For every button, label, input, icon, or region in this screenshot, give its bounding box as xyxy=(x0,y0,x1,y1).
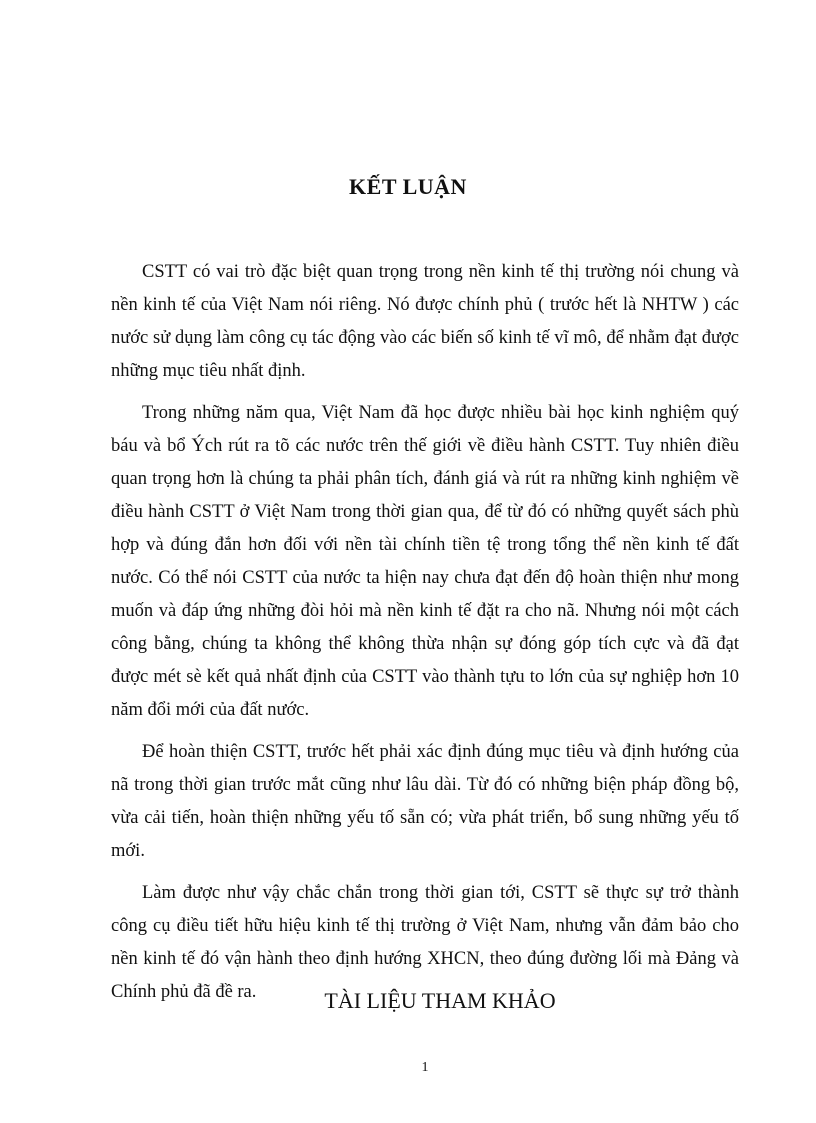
paragraph-4: Làm được như vậy chắc chắn trong thời gian tới, CSTT sẽ thực sự trở thành công cụ điều tiết hữu hiệu kinh tế thị trường ở Việt Nam, nhưng vẫn đảm bảo cho nền kinh tế đó vận hành theo định hướng XHCN, theo đúng đường lối mà Đảng và Chính phủ đã đề ra. xyxy=(111,883,739,1002)
paragraph-2: Trong những năm qua, Việt Nam đã học được nhiều bài học kinh nghiệm quý báu và bổ Ých rút ra tõ các nước trên thế giới về điều hành CSTT. Tuy nhiên điều quan trọng hơn là chúng ta phải phân tích, đánh giá và rút ra những kinh nghiệm về điều hành CSTT ở Việt Nam trong thời gian qua, để từ đó có những quyết sách phù hợp và đúng đắn hơn đối với nền tài chính tiền tệ trong tổng thể nền kinh tế đất nước. Có thể nói CSTT của nước ta hiện nay chưa đạt đến độ hoàn thiện như mong muốn và đáp ứng những đòi hỏi mà nền kinh tế đặt ra cho nã. Nhưng nói một cách công bằng, chúng ta không thể không thừa nhận sự đóng góp tích cực và đã đạt được mét sè kết quả nhất định của CSTT vào thành tựu to lớn của sự nghiệp hơn 10 năm đổi mới của đất nước. xyxy=(111,403,739,720)
conclusion-heading: KẾT LUẬN xyxy=(349,174,467,199)
page-number: 1 xyxy=(421,1060,429,1075)
paragraph-1: CSTT có vai trò đặc biệt quan trọng trong nền kinh tế thị trường nói chung và nền kinh tế của Việt Nam nói riêng. Nó được chính phủ ( trước hết là NHTW ) các nước sử dụng làm công cụ tác động vào các biến số kinh tế vĩ mô, để nhằm đạt được những mục tiêu nhất định. xyxy=(111,262,739,381)
references-heading: TÀI LIỆU THAM KHẢO xyxy=(324,988,556,1013)
conclusion-body xyxy=(111,256,739,1018)
paragraph-3: Để hoàn thiện CSTT, trước hết phải xác định đúng mục tiêu và định hướng của nã trong thời gian trước mắt cũng như lâu dài. Từ đó có những biện pháp đồng bộ, vừa cải tiến, hoàn thiện những yếu tố sẵn có; vừa phát triển, bổ sung những yếu tố mới. xyxy=(111,742,739,861)
